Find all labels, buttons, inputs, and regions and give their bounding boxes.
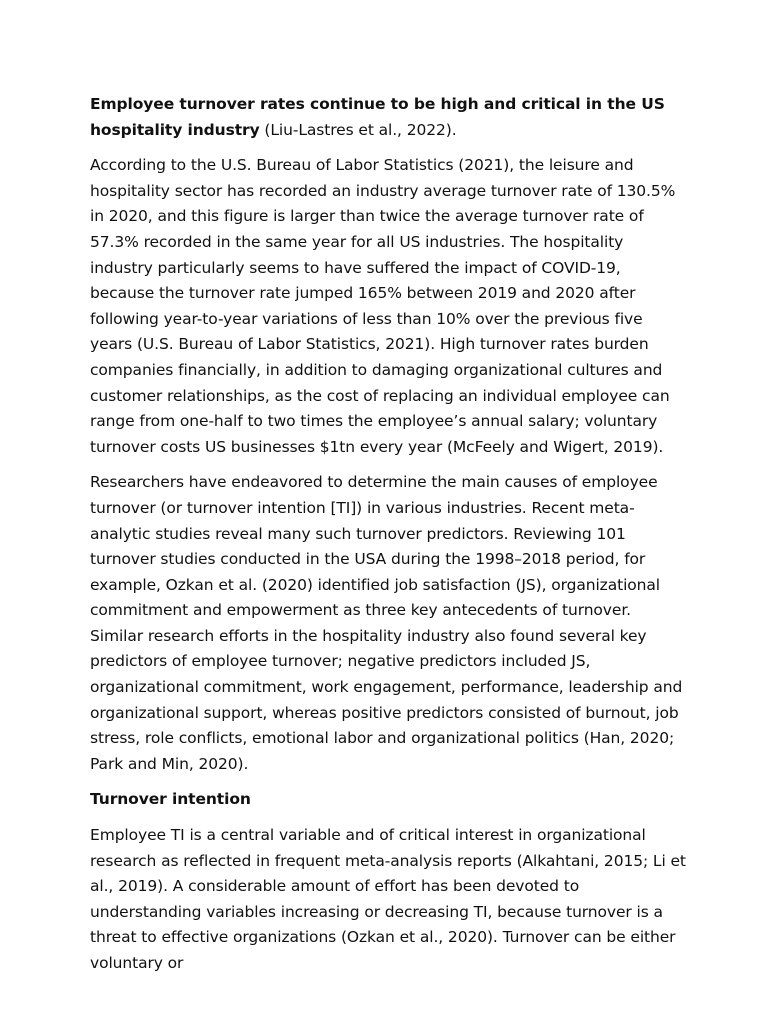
- intro-paragraph: [90, 92, 688, 143]
- document-body: [90, 92, 688, 987]
- paragraph-turnover-intention: Employee TI is a central variable and of critical interest in organizational research as reflected in frequent meta-analysis reports (Alkahtani, 2015; Li et al., 2019). A considerable amount of effort has been devoted to understanding variables increasing or decreasing TI, because turnover is a threat to effective organizations (Ozkan et al., 2020). Turnover can be either voluntary or: [90, 826, 686, 972]
- paragraph-labor-statistics: According to the U.S. Bureau of Labor Statistics (2021), the leisure and hospitality sector has recorded an industry average turnover rate of 130.5% in 2020, and this figure is larger than twice the average turnover rate of 57.3% recorded in the same year for all US industries. The hospitality industry particularly seems to have suffered the impact of COVID-19, because the turnover rate jumped 165% between 2019 and 2020 after following year-to-year variations of less than 10% over the previous five years (U.S. Bureau of Labor Statistics, 2021). High turnover rates burden companies financially, in addition to damaging organizational cultures and customer relationships, as the cost of replacing an individual employee can range from one-half to two times the employee’s annual salary; voluntary turnover costs US businesses $1tn every year (McFeely and Wigert, 2019).: [90, 156, 676, 456]
- section-heading: Turnover intention: [90, 790, 251, 809]
- paragraph-turnover-causes: Researchers have endeavored to determine the main causes of employee turnover (or turnover intention [TI]) in various industries. Recent meta-analytic studies reveal many such turnover predictors. Reviewing 101 turnover studies conducted in the USA during the 1998–2018 period, for example, Ozkan et al. (2020) identified job satisfaction (JS), organizational commitment and empowerment as three key antecedents of turnover. Similar research efforts in the hospitality industry also found several key predictors of employee turnover; negative predictors included JS, organizational commitment, work engagement, performance, leadership and organizational support, whereas positive predictors consisted of burnout, job stress, role conflicts, emotional labor and organizational politics (Han, 2020; Park and Min, 2020).: [90, 473, 683, 773]
- intro-citation: (Liu-Lastres et al., 2022).: [259, 120, 457, 139]
- intro-bold-text: Employee turnover rates continue to be high and critical in the US hospitality industry: [90, 95, 665, 139]
